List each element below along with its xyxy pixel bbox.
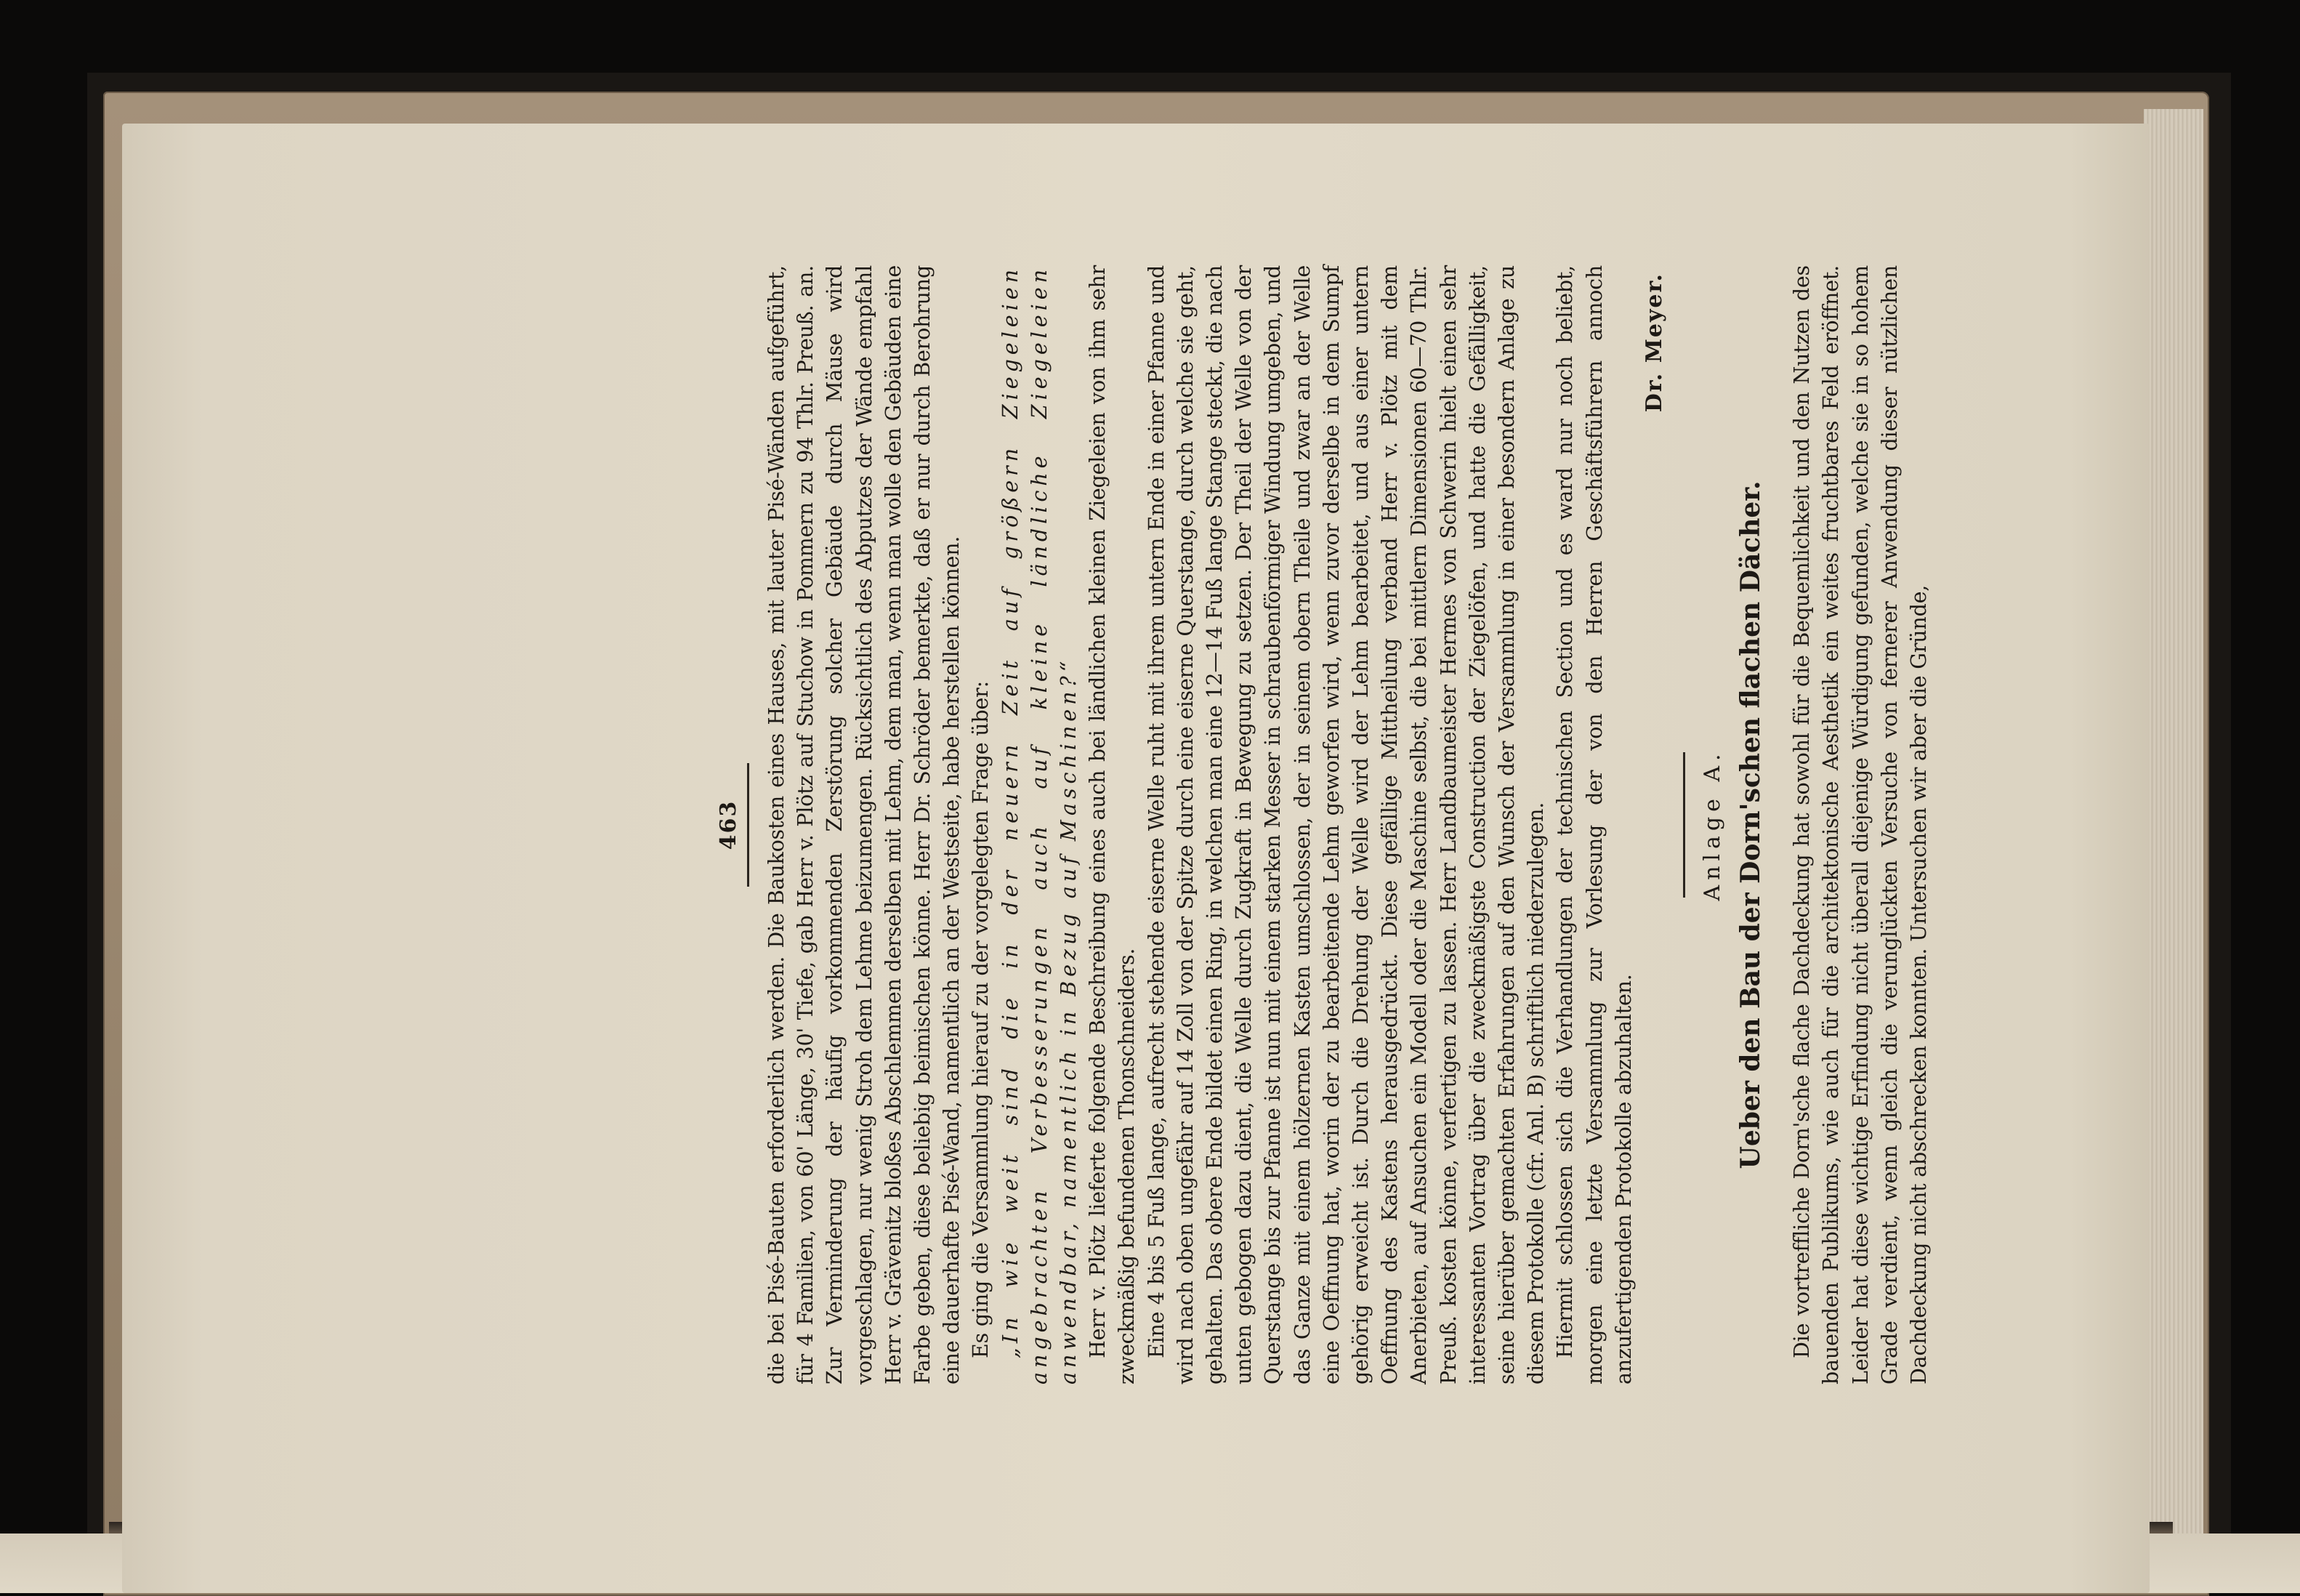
- paragraph: Eine 4 bis 5 Fuß lange, aufrecht stehende eiserne Welle ruht mit ihrem untern Ende in einer Pfanne und wird nach oben ungefähr auf 14 Zoll von der Spitze durch eine eiserne Querstange, durch welche sie geht, gehalten. Das obere Ende bildet einen Ring, in welchen man eine 12—14 Fuß lange Stange steckt, die nach unten gebogen dazu dient, die Welle durch Zugkraft in Bewegung zu setzen. Der Theil der Welle von der Querstange bis zur Pfanne ist nun mit einem starken Messer in schraubenförmiger Windung umgeben, und das Ganze mit einem hölzernen Kasten umschlossen, der in seinem obern Theile und zwar an der Welle eine Oeffnung hat, worin der zu bearbeitende Lehm geworfen wird, wenn zuvor derselbe in dem Sumpf gehörig erweicht ist. Durch die Drehung der Welle wird der Lehm bearbeitet, und aus einer untern Oeffnung des Kastens herausgedrückt. Diese gefällige Mittheilung verband Herr v. Plötz mit dem Anerbieten, auf Ansuchen ein Modell oder die Maschine selbst, die bei mittlern Dimensionen 60—70 Thlr. Preuß. kosten könne, verfertigen zu lassen. Herr Landbaumeister Hermes von Schwerin hielt einen sehr interessanten Vortrag über die zweckmäßigste Construction der Ziegelöfen, und hatte die Gefälligkeit, seine hierüber gemachten Erfahrungen auf den Wunsch der Versammlung in einer besondern Anlage zu diesem Protokolle (cfr. Anl. B) schriftlich niederzulegen.: [1144, 265, 1549, 1385]
- paragraph: Die vortreffliche Dorn'sche flache Dachdeckung hat sowohl für die Bequemlichkeit und den Nutzen des bauenden Publikums, wie auch für die architektonische Aesthetik ein weites fruchtbares Feld eröffnet. Leider hat diese wichtige Erfindung nicht überall diejenige Würdigung gefunden, welche sie in so hohem Grade verdient, wenn gleich die verunglückten Versuche von fernerer Anwendung dieser nützlichen Dachdeckung nicht abschrecken konnten. Untersuchen wir aber die Gründe,: [1790, 265, 1931, 1385]
- paragraph: Hiermit schlossen sich die Verhandlungen der technischen Section und es ward nur noch beliebt, morgen eine letzte Versammlung zur Vorlesung der von den Herren Geschäftsführern annoch anzufertigenden Protokolle abzuhalten.: [1553, 265, 1636, 1385]
- question-text: „In wie weit sind die in der neuern Zeit auf größern Ziegeleien angebrachten Verbesserungen auch auf kleine ländliche Ziegeleien anwendbar, namentlich in Bezug auf Maschinen?“: [998, 265, 1081, 1385]
- annex-label: Anlage A.: [1700, 749, 1726, 901]
- section-title: Ueber den Bau der Dorn'schen flachen Dächer.: [1735, 480, 1767, 1169]
- section-rule: [1683, 752, 1685, 898]
- body-text-annex: [1788, 265, 1934, 1385]
- page-content: [716, 265, 1931, 1385]
- header-rule: [747, 763, 749, 887]
- page-edges: [2144, 109, 2203, 1592]
- body-text: [762, 265, 1639, 1385]
- question-intro: Es ging die Versammlung hierauf zu der vorgelegten Frage über:: [969, 681, 993, 1358]
- signature: Dr. Meyer.: [1642, 273, 1668, 413]
- page-number: 463: [716, 799, 741, 850]
- paragraph: die bei Pisé-Bauten erforderlich werden. Die Baukosten eines Hauses, mit lauter Pisé-Wänden aufgeführt, für 4 Familien, von 60' Länge, 30' Tiefe, gab Herr v. Plötz auf Stuchow in Pommern zu 94 Thlr. Preuß. an. Zur Verminderung der häufig vorkommenden Zerstörung solcher Gebäude durch Mäuse wird vorgeschlagen, nur wenig Stroh dem Lehme beizumengen. Rücksichtlich des Abputzes der Wände empfahl Herr v. Grävenitz bloßes Abschlemmen derselben mit Lehm, dem man, wenn man wolle den Gebäuden eine Farbe geben, diese beliebig beimischen könne. Herr Dr. Schröder bemerkte, daß er nur durch Berohrung eine dauerhafte Pisé-Wand, namentlich an der Westseite, habe herstellen können.: [764, 265, 964, 1385]
- paragraph: Herr v. Plötz lieferte folgende Beschreibung eines auch bei ländlichen kleinen Ziegeleien von ihm sehr zweckmäßig befundenen Thonschneiders.: [1086, 265, 1139, 1385]
